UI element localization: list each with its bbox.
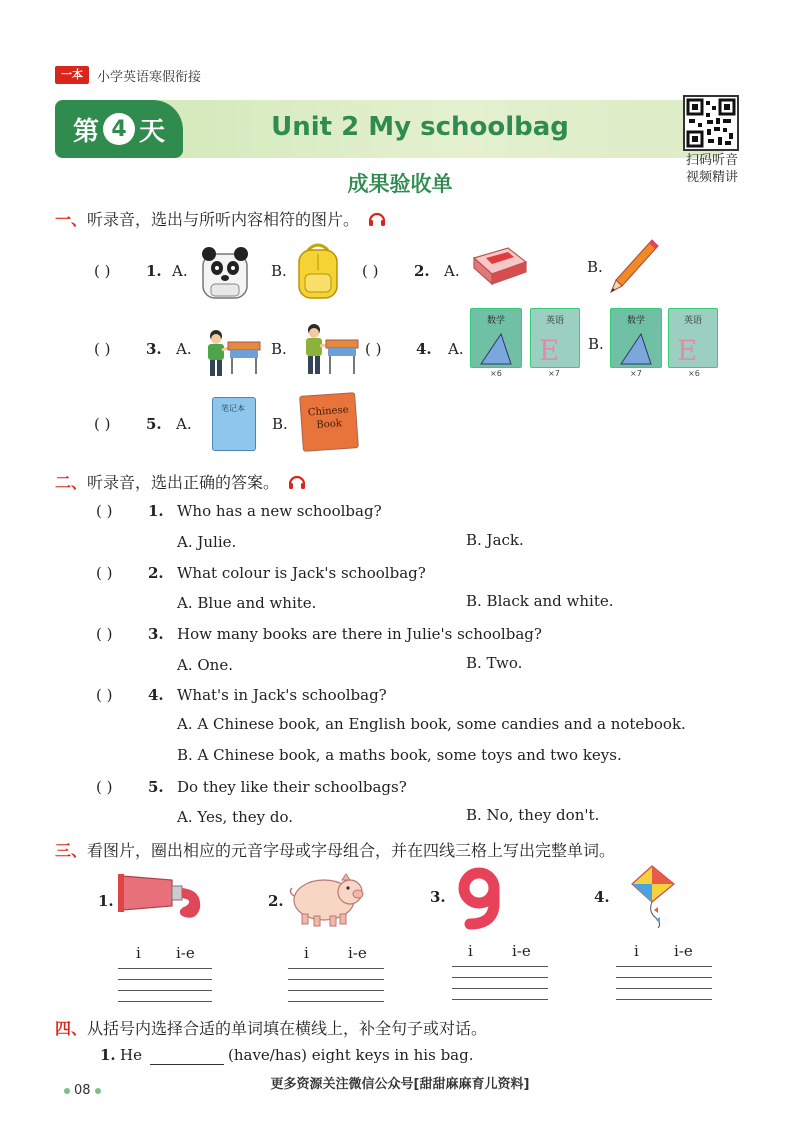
number-nine-image[interactable] — [454, 866, 504, 930]
section3-title: 看图片，圈出相应的元音字母或字母组合，并在四线三格上写出完整单词。 — [87, 841, 616, 860]
option-b: B. Two. — [466, 654, 523, 672]
writing-lines[interactable] — [452, 966, 548, 1000]
answer-paren[interactable]: ( ) — [94, 340, 111, 358]
english-book-image[interactable] — [530, 308, 580, 368]
footer-notice: 更多资源关注微信公众号[甜甜麻麻育儿资料] — [270, 1077, 530, 1092]
option-a: A. Blue and white. — [177, 594, 317, 612]
sheet-title: 成果验收单 — [347, 172, 453, 196]
option-a: A. A Chinese book, an English book, some candies and a notebook. — [177, 715, 686, 733]
item-number: 5. — [146, 415, 162, 433]
chinese-book-image[interactable] — [299, 392, 359, 452]
pencil-image[interactable] — [608, 236, 660, 296]
panda-schoolbag-image[interactable] — [195, 242, 255, 302]
answer-paren[interactable]: ( ) — [96, 625, 113, 643]
english-book-label: 英语 — [683, 316, 702, 326]
section1-title: 听录音，选出与所听内容相符的图片。 — [87, 210, 360, 229]
option-i-e[interactable]: i-e — [512, 942, 531, 960]
option-i-e[interactable]: i-e — [176, 944, 195, 962]
letter-e-icon — [531, 326, 579, 368]
option-a-label: A. — [176, 340, 192, 358]
option-b: B. Jack. — [466, 531, 524, 549]
writing-lines[interactable] — [118, 968, 212, 1002]
option-b: B. No, they don't. — [466, 806, 600, 824]
answer-paren[interactable]: ( ) — [94, 415, 111, 433]
question-text: How many books are there in Julie's schoolbag? — [177, 625, 542, 643]
chinese-book-label: Chinese Book — [307, 404, 349, 431]
pig-image[interactable] — [286, 866, 366, 928]
english-book-label: 英语 — [545, 316, 564, 326]
option-i-e[interactable]: i-e — [674, 942, 693, 960]
question-number: 1. — [100, 1046, 116, 1064]
question-number: 1. — [148, 502, 164, 520]
math-book-label: 数学 — [626, 316, 645, 326]
option-i[interactable]: i — [304, 944, 309, 962]
notebook-image[interactable] — [212, 397, 256, 451]
question-text: What's in Jack's schoolbag? — [177, 686, 387, 704]
triangle-icon — [611, 326, 661, 368]
section4-heading — [55, 1016, 487, 1039]
brand-logo: 一本 — [55, 66, 89, 84]
section1-number: 一、 — [55, 210, 88, 229]
yellow-schoolbag-image[interactable] — [293, 240, 343, 304]
item-number: 4. — [416, 340, 432, 358]
answer-paren[interactable]: ( ) — [96, 564, 113, 582]
day-suffix: 天 — [139, 116, 166, 147]
section4-title: 从括号内选择合适的单词填在横线上，补全句子或对话。 — [87, 1019, 488, 1038]
option-b-label: B. — [272, 415, 288, 433]
writing-lines[interactable] — [616, 966, 712, 1000]
section3-heading — [55, 838, 615, 861]
item-number: 4. — [594, 888, 610, 906]
qr-label-line1: 扫码听音 — [685, 153, 738, 168]
section2-title: 听录音，选出正确的答案。 — [87, 473, 280, 492]
item-number: 3. — [146, 340, 162, 358]
math-book-label: 数学 — [486, 316, 505, 326]
letter-e-icon — [669, 326, 717, 368]
option-a-label: A. — [176, 415, 192, 433]
kite-image[interactable] — [622, 862, 686, 930]
question-suffix: (have/has) eight keys in his bag. — [228, 1046, 474, 1064]
question-number: 2. — [148, 564, 164, 582]
section4-number: 四、 — [55, 1019, 88, 1038]
answer-blank[interactable] — [150, 1064, 224, 1065]
qr-code-icon[interactable] — [683, 95, 739, 151]
option-b-label: B. — [271, 340, 287, 358]
day-badge — [55, 100, 183, 158]
svg-text:E: E — [677, 334, 698, 367]
writing-lines[interactable] — [288, 968, 384, 1002]
option-a-label: A. — [172, 262, 188, 280]
option-a: A. Julie. — [177, 533, 237, 551]
item-number: 2. — [414, 262, 430, 280]
question-number: 3. — [148, 625, 164, 643]
question-text: Do they like their schoolbags? — [177, 778, 407, 796]
option-i-e[interactable]: i-e — [348, 944, 367, 962]
item-number: 2. — [268, 892, 284, 910]
day-prefix: 第 — [72, 116, 99, 147]
math-book-image[interactable] — [470, 308, 522, 368]
paint-tube-image[interactable] — [116, 870, 212, 926]
section2-heading — [55, 470, 306, 493]
option-a-label: A. — [448, 340, 464, 358]
qr-label-line2: 视频精讲 — [685, 170, 738, 185]
boy-at-desk-image-b[interactable] — [296, 320, 362, 380]
question-text: What colour is Jack's schoolbag? — [177, 564, 426, 582]
question-number: 4. — [148, 686, 164, 704]
english-book-image[interactable] — [668, 308, 718, 368]
item-number: 1. — [98, 892, 114, 910]
eraser-image[interactable] — [468, 244, 530, 288]
day-number: 4 — [103, 113, 135, 145]
answer-paren[interactable]: ( ) — [362, 262, 379, 280]
answer-paren[interactable]: ( ) — [96, 778, 113, 796]
option-b-label: B. — [588, 335, 604, 353]
question-prefix: He — [120, 1046, 142, 1064]
option-i[interactable]: i — [468, 942, 473, 960]
question-number: 5. — [148, 778, 164, 796]
section2-number: 二、 — [55, 473, 88, 492]
math-book-image[interactable] — [610, 308, 662, 368]
count-label: ×6 — [490, 369, 502, 378]
notebook-label: 笔记本 — [221, 404, 245, 413]
option-b-label: B. — [587, 258, 603, 276]
headphone-icon[interactable] — [368, 211, 386, 227]
answer-paren[interactable]: ( ) — [96, 502, 113, 520]
answer-paren[interactable]: ( ) — [94, 262, 111, 280]
triangle-icon — [471, 326, 521, 368]
item-number: 1. — [146, 262, 162, 280]
answer-paren[interactable]: ( ) — [365, 340, 382, 358]
option-b-label: B. — [271, 262, 287, 280]
headphone-icon[interactable] — [288, 474, 306, 490]
count-label: ×7 — [548, 369, 560, 378]
section1-heading — [55, 207, 386, 230]
count-label: ×7 — [630, 369, 642, 378]
count-label: ×6 — [688, 369, 700, 378]
section3-number: 三、 — [55, 841, 88, 860]
answer-paren[interactable]: ( ) — [96, 686, 113, 704]
series-title: 小学英语寒假衔接 — [97, 70, 202, 85]
unit-title: Unit 2 My schoolbag — [271, 112, 569, 142]
item-number: 3. — [430, 888, 446, 906]
boy-at-desk-image-a[interactable] — [198, 326, 264, 380]
option-b: B. Black and white. — [466, 592, 614, 610]
question-text: Who has a new schoolbag? — [177, 502, 382, 520]
option-i[interactable]: i — [136, 944, 141, 962]
option-a: A. Yes, they do. — [177, 808, 294, 826]
option-i[interactable]: i — [634, 942, 639, 960]
option-a-label: A. — [444, 262, 460, 280]
option-b: B. A Chinese book, a maths book, some toys and two keys. — [177, 746, 622, 764]
option-a: A. One. — [177, 656, 233, 674]
svg-text:E: E — [539, 334, 560, 367]
page-number-text: 08 — [74, 1083, 91, 1098]
